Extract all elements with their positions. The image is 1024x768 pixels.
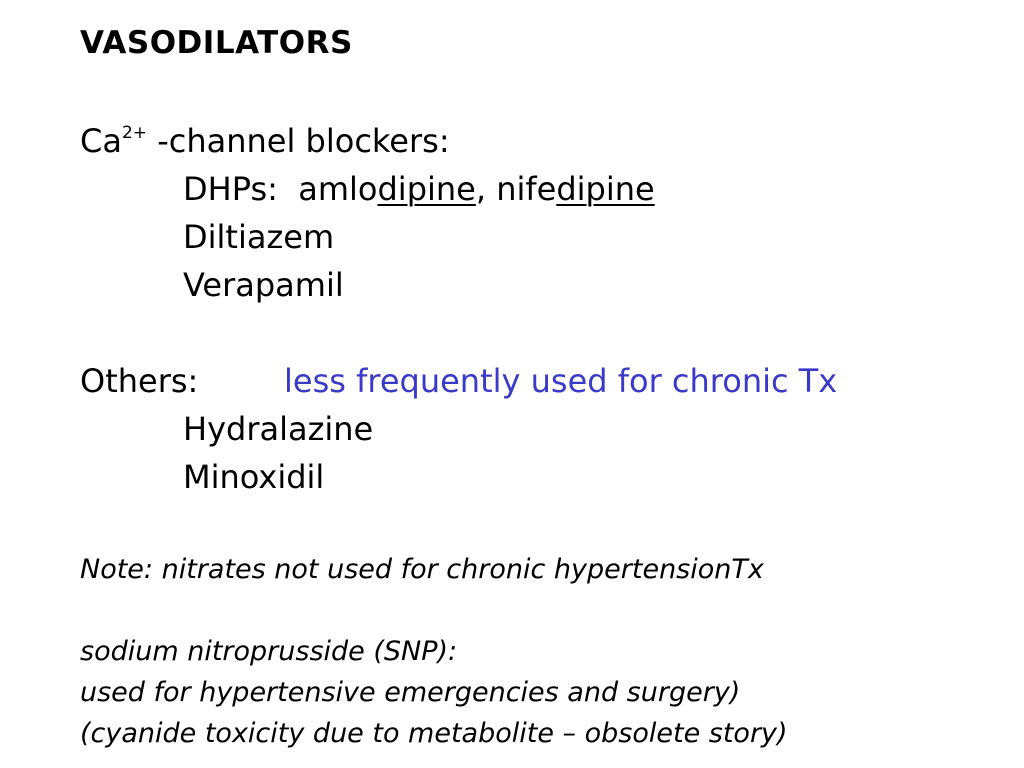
dhp-line: [183, 170, 655, 208]
ca-heading-prefix: Ca: [80, 122, 122, 160]
diltiazem-item: Diltiazem: [183, 218, 335, 256]
amlodipine-stem: amlo: [298, 170, 378, 208]
snp-use: used for hypertensive emergencies and surgery): [80, 677, 741, 708]
nifedipine-stem: nife: [496, 170, 557, 208]
verapamil-item: Verapamil: [183, 266, 344, 304]
minoxidil-item: Minoxidil: [183, 458, 325, 496]
dhp-separator: ,: [475, 170, 497, 208]
others-comment: less frequently used for chronic Tx: [284, 362, 838, 400]
nitrates-note: Note: nitrates not used for chronic hypertensionTx: [80, 554, 764, 585]
dhp-label: DHPs:: [183, 170, 299, 208]
snp-toxicity: (cyanide toxicity due to metabolite – obsolete story): [80, 718, 788, 749]
ca-heading-suffix: -channel blockers:: [147, 122, 450, 160]
hydralazine-item: Hydralazine: [183, 410, 374, 448]
nifedipine-suffix: dipine: [556, 170, 655, 208]
snp-heading: sodium nitroprusside (SNP):: [80, 636, 458, 667]
others-label: Others:: [80, 362, 199, 400]
ca-heading-superscript: 2+: [121, 123, 148, 143]
slide-title: VASODILATORS: [80, 25, 353, 61]
amlodipine-suffix: dipine: [377, 170, 476, 208]
ca-channel-blockers-heading: [80, 122, 450, 160]
